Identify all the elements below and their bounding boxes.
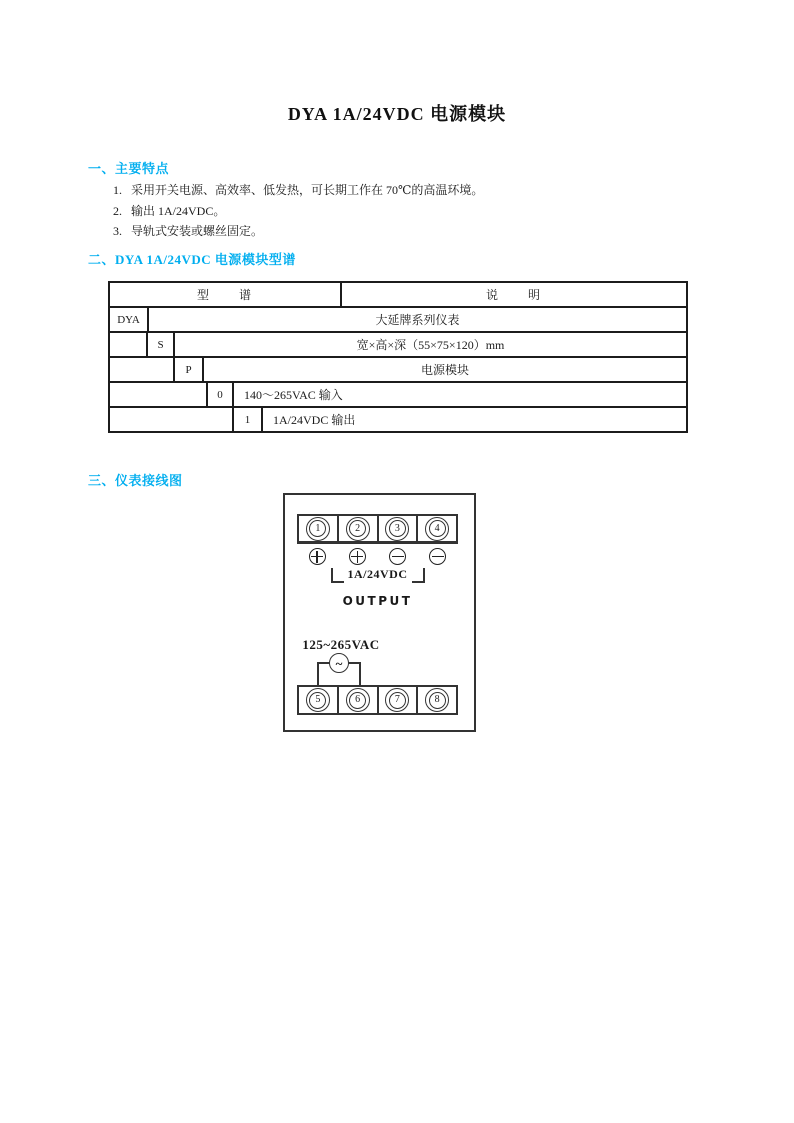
- terminal-ring-icon: [306, 688, 330, 712]
- terminal-8: [418, 687, 456, 713]
- list-item-text: 导轨式安装或螺丝固定。: [131, 224, 264, 238]
- list-item-number: 1.: [113, 183, 122, 197]
- bracket-left-icon: [331, 568, 344, 583]
- output-label-group: [297, 567, 458, 583]
- table-row: [108, 331, 688, 358]
- terminal-ring-icon: [385, 517, 409, 541]
- model-description: 1A/24VDC 输出: [273, 413, 356, 427]
- list-item: [113, 180, 483, 201]
- wire: [359, 662, 361, 687]
- terminal-5: [299, 687, 339, 713]
- ac-source-icon: ~: [329, 653, 349, 673]
- table-row: [108, 306, 688, 333]
- model-code: 1: [234, 408, 263, 431]
- model-description: 140～265VAC 输入: [244, 388, 343, 402]
- model-code: P: [175, 358, 204, 381]
- terminal-2: [339, 516, 379, 541]
- minus-icon: [429, 548, 446, 565]
- column-header-model: 型 谱: [110, 283, 342, 306]
- empty-cell: [110, 333, 148, 356]
- terminal-4: [418, 516, 456, 541]
- minus-icon: [389, 548, 406, 565]
- table-row: [108, 406, 688, 433]
- model-description: 宽×高×深（55×75×120）mm: [356, 338, 505, 352]
- terminal-ring-icon: [425, 517, 449, 541]
- wiring-diagram: [283, 493, 476, 732]
- list-item: [113, 201, 483, 222]
- bracket-right-icon: [412, 568, 425, 583]
- table-row: [108, 356, 688, 383]
- terminal-ring-icon: [425, 688, 449, 712]
- plus-icon: [309, 548, 326, 565]
- list-item-text: 采用开关电源、高效率、低发热，可长期工作在 70℃的高温环境。: [131, 183, 484, 197]
- terminal-ring-icon: [346, 688, 370, 712]
- terminal-6: [339, 687, 379, 713]
- terminal-3: [379, 516, 419, 541]
- feature-list: [113, 180, 483, 242]
- output-caption: OUTPUT: [342, 594, 413, 608]
- section-heading-wiring: 三、仪表接线图: [88, 473, 183, 488]
- model-code: 0: [208, 383, 234, 406]
- section-heading-model-table: 二、DYA 1A/24VDC 电源模块型谱: [88, 252, 296, 267]
- terminal-strip-input: [297, 685, 458, 715]
- list-item-number: 2.: [113, 203, 122, 218]
- empty-cell: [110, 408, 234, 431]
- model-code: DYA: [110, 308, 149, 331]
- terminal-number: 6: [349, 692, 366, 709]
- model-table: [108, 281, 688, 433]
- table-row: [108, 381, 688, 408]
- terminal-number: 5: [309, 692, 326, 709]
- terminal-7: [379, 687, 419, 713]
- column-header-description: 说 明: [485, 288, 542, 302]
- terminal-ring-icon: [346, 517, 370, 541]
- empty-cell: [110, 383, 208, 406]
- terminal-number: 8: [429, 692, 446, 709]
- table-header-row: [108, 281, 688, 308]
- terminal-number: 4: [429, 520, 446, 537]
- list-item-number: 3.: [113, 224, 122, 238]
- model-description: 电源模块: [420, 363, 469, 377]
- empty-cell: [110, 358, 175, 381]
- terminal-number: 7: [389, 692, 406, 709]
- terminal-number: 2: [349, 520, 366, 537]
- terminal-ring-icon: [306, 517, 330, 541]
- list-item: [113, 221, 483, 242]
- terminal-strip-output: [297, 514, 458, 544]
- list-item-text: 输出 1A/24VDC。: [131, 203, 226, 218]
- page-title: DYA 1A/24VDC 电源模块: [287, 104, 507, 124]
- model-description: 大延牌系列仪表: [375, 313, 460, 327]
- polarity-row: [297, 548, 458, 565]
- wire: [317, 662, 319, 687]
- model-code: S: [148, 333, 175, 356]
- terminal-number: 1: [309, 520, 326, 537]
- terminal-ring-icon: [385, 688, 409, 712]
- output-voltage-label: 1A/24VDC: [347, 567, 408, 581]
- section-heading-features: 一、主要特点: [88, 161, 170, 176]
- terminal-number: 3: [389, 520, 406, 537]
- input-voltage-label: 125~265VAC: [302, 637, 380, 652]
- terminal-1: [299, 516, 339, 541]
- plus-icon: [349, 548, 366, 565]
